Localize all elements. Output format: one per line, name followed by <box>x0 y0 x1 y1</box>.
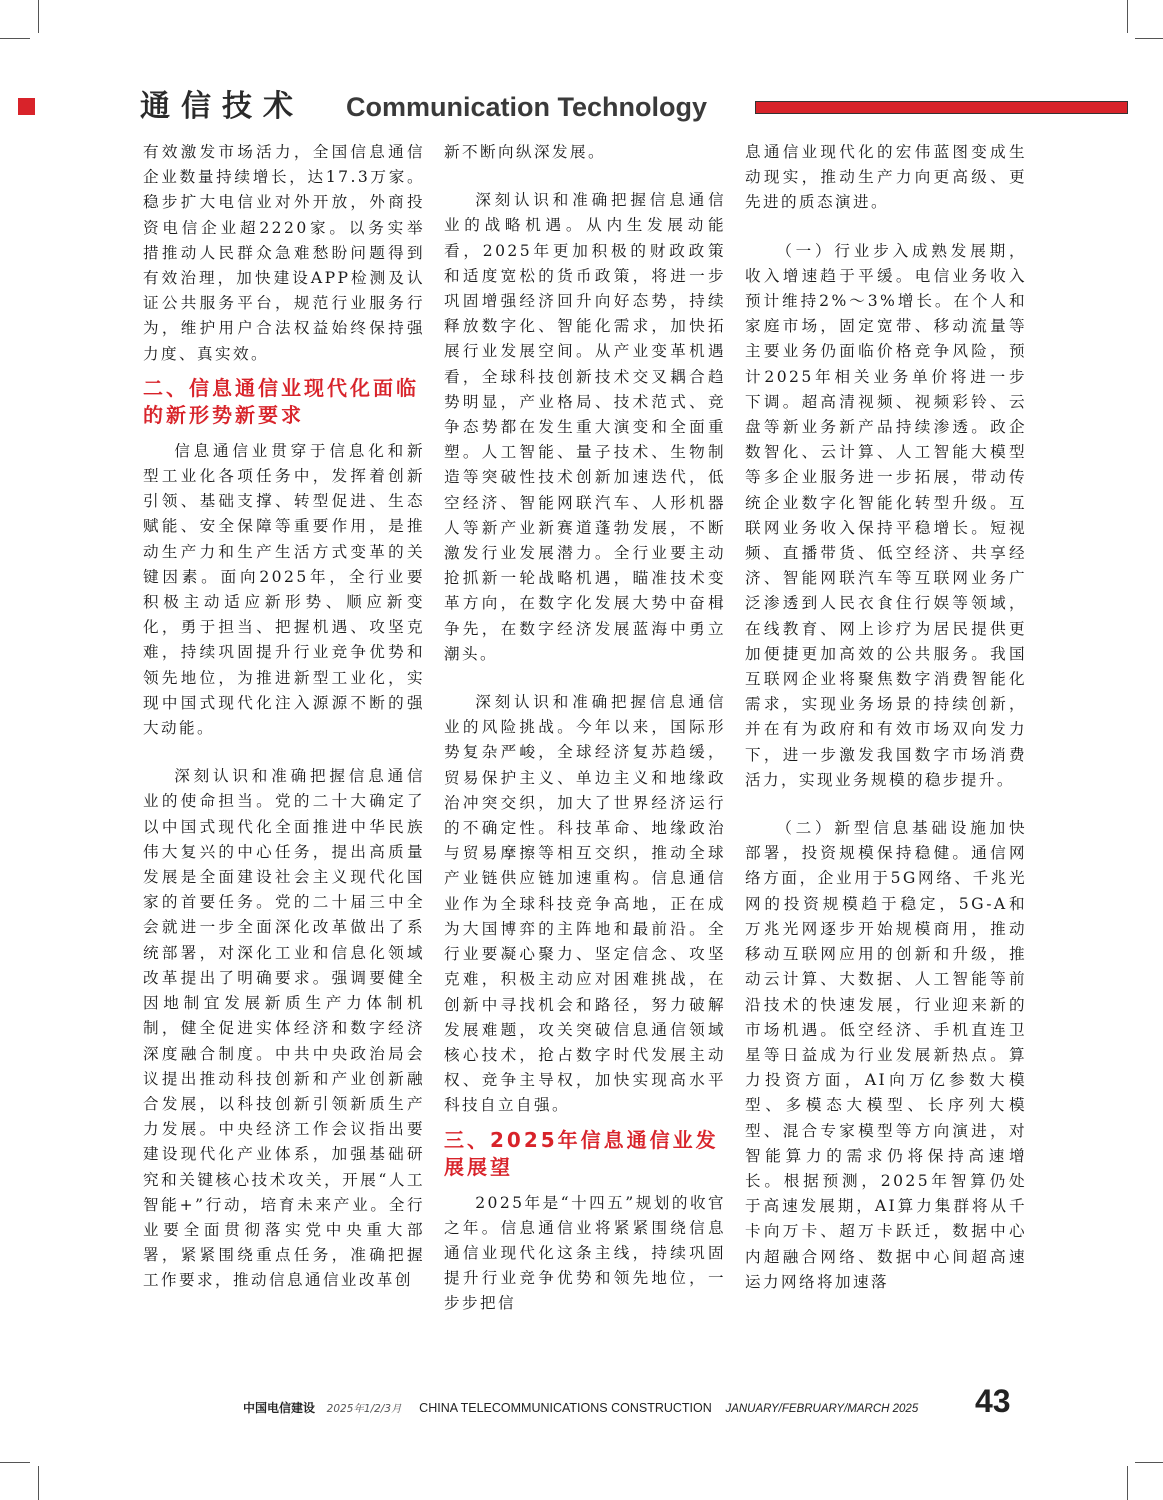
header-accent-bar <box>755 101 1128 114</box>
crop-mark <box>0 38 30 39</box>
issue-date-cn: 2025年1/2/3月 <box>326 1403 402 1415</box>
crop-mark <box>38 0 39 33</box>
crop-mark <box>1127 1466 1128 1500</box>
section-heading: 三、2025年信息通信业发展展望 <box>444 1127 719 1179</box>
paragraph: 深刻认识和准确把握信息通信业的使命担当。党的二十大确定了以中国式现代化全面推进中华民族伟大复兴的中心任务，提出高质量发展是全面建设社会主义现代化国家的首要任务。党的二十届三中全会就进一步全面深化改革做出了系统部署，对深化工业和信息化领域改革提出了明确要求。强调要健全因地制宜发展新质生产力体制机制，健全促进实体经济和数字经济深度融合制度。中共中央政治局会议提出推动科技创新和产业创新融合发展，以科技创新引领新质生产力发展。中央经济工作会议指出要建设现代化产业体系，加强基础研究和关键核心技术攻关，开展“人工智能+”行动，培育未来产业。全行业要全面贯彻落实党中央重大部署，紧紧围绕重点任务，准确把握工作要求，推动信息通信业改革创 <box>143 767 425 1290</box>
paragraph: 深刻认识和准确把握信息通信业的风险挑战。今年以来，国际形势复杂严峻，全球经济复苏趋缓，贸易保护主义、单边主义和地缘政治冲突交织，加大了世界经济运行的不确定性。科技革命、地缘政治与贸易摩擦等相互交织，推动全球产业链供应链加速重构。信息通信业作为全球科技竞争高地，正在成为大国博弈的主阵地和最前沿。全行业要凝心聚力、坚定信念、攻坚克难，积极主动应对困难挑战，在创新中寻找机会和路径，努力破解发展难题，攻关突破信息通信领域核心技术，抢占数字时代发展主动权、竞争主导权，加快实现高水平科技自立自强。 <box>444 693 726 1115</box>
section-title-en: Communication Technology <box>346 92 708 122</box>
paragraph: 新不断向纵深发展。 <box>444 143 606 161</box>
paragraph: 2025年是“十四五”规划的收官之年。信息通信业将紧紧围绕信息通信业现代化这条主线，持续巩固提升行业竞争优势和领先地位，一步步把信 <box>444 1193 726 1313</box>
column-2 <box>444 140 726 1317</box>
crop-mark <box>0 1462 30 1463</box>
crop-mark <box>1127 0 1128 33</box>
paragraph: 深刻认识和准确把握信息通信业的战略机遇。从内生发展动能看，2025年更加积极的财政政策和适度宽松的货币政策，将进一步巩固增强经济回升向好态势，持续释放数字化、智能化需求，加快拓展行业发展空间。从产业变革机遇看，全球科技创新技术交叉耦合趋势明显，产业格局、技术范式、竞争态势都在发生重大演变和全面重塑。人工智能、量子技术、生物制造等突破性技术创新加速迭代，低空经济、智能网联汽车、人形机器人等新产业新赛道蓬勃发展，不断激发行业发展潜力。全行业要主动抢抓新一轮战略机遇，瞄准技术变革方向，在数字化发展大势中奋楫争先，在数字经济发展蓝海中勇立潮头。 <box>444 191 726 663</box>
crop-mark <box>1135 1462 1163 1463</box>
magazine-name-cn: 中国电信建设 <box>243 1401 316 1415</box>
crop-mark <box>1135 38 1163 39</box>
column-1 <box>143 140 425 1294</box>
paragraph: 有效激发市场活力，全国信息通信企业数量持续增长，达17.3万家。稳步扩大电信业对外开放，外商投资电信企业超2220家。以务实举措推动人民群众急难愁盼问题得到有效治理，加快建设APP检测及认证公共服务平台，规范行业服务行为，维护用户合法权益始终保持强力度、真实效。 <box>143 143 425 363</box>
column-3 <box>745 140 1027 1295</box>
paragraph: （二）新型信息基础设施加快部署，投资规模保持稳健。通信网络方面，企业用于5G网络、千兆光网的投资规模趋于稳定，5G-A和万兆光网逐步开始规模商用，推动移动互联网应用的创新和升级，推动云计算、大数据、人工智能等前沿技术的快速发展，行业迎来新的市场机遇。低空经济、手机直连卫星等日益成为行业发展新热点。算力投资方面，AI向万亿参数大模型、多模态大模型、长序列大模型、混合专家模型等方向演进，对智能算力的需求仍将保持高速增长。根据预测，2025年智算仍处于高速发展期，AI算力集群将从千卡向万卡、超万卡跃迁，数据中心内超融合网络、数据中心间超高速运力网络将加速落 <box>745 819 1027 1291</box>
section-title-cn: 通信技术 <box>140 89 304 124</box>
paragraph: 信息通信业贯穿于信息化和新型工业化各项任务中，发挥着创新引领、基础支撑、转型促进、生态赋能、安全保障等重要作用，是推动生产力和生产生活方式变革的关键因素。面向2025年，全行业要积极主动适应新形势、顺应新变化，勇于担当、把握机遇、攻坚克难，持续巩固提升行业竞争优势和领先地位，为推进新型工业化，实现中国式现代化注入源源不断的强大动能。 <box>143 441 425 738</box>
page-number: 43 <box>975 1383 1011 1419</box>
paragraph: 息通信业现代化的宏伟蓝图变成生动现实，推动生产力向更高级、更先进的质态演进。 <box>745 143 1027 212</box>
magazine-name-en: CHINA TELECOMMUNICATIONS CONSTRUCTION <box>419 1401 712 1415</box>
footer <box>243 1398 918 1419</box>
section-heading: 二、信息通信业现代化面临的新形势新要求 <box>143 375 419 427</box>
crop-mark <box>38 1466 39 1500</box>
issue-date-en: JANUARY/FEBRUARY/MARCH 2025 <box>725 1403 919 1415</box>
paragraph: （一）行业步入成熟发展期，收入增速趋于平缓。电信业务收入预计维持2%～3%增长。在个人和家庭市场，固定宽带、移动流量等主要业务仍面临价格竞争风险，预计2025年相关业务单价将进一步下调。超高清视频、视频彩铃、云盘等新业务新产品持续渗透。政企数智化、云计算、人工智能大模型等多企业服务进一步拓展，带动传统企业数字化智能化转型升级。互联网业务收入保持平稳增长。短视频、直播带货、低空经济、共享经济、智能网联汽车等互联网业务广泛渗透到人民衣食住行娱等领域，在线教育、网上诊疗为居民提供更加便捷更加高效的公共服务。我国互联网企业将聚焦数字消费智能化需求，实现业务场景的持续创新，并在有为政府和有效市场双向发力下，进一步激发我国数字市场消费活力，实现业务规模的稳步提升。 <box>745 241 1027 789</box>
section-marker-square <box>18 98 35 115</box>
